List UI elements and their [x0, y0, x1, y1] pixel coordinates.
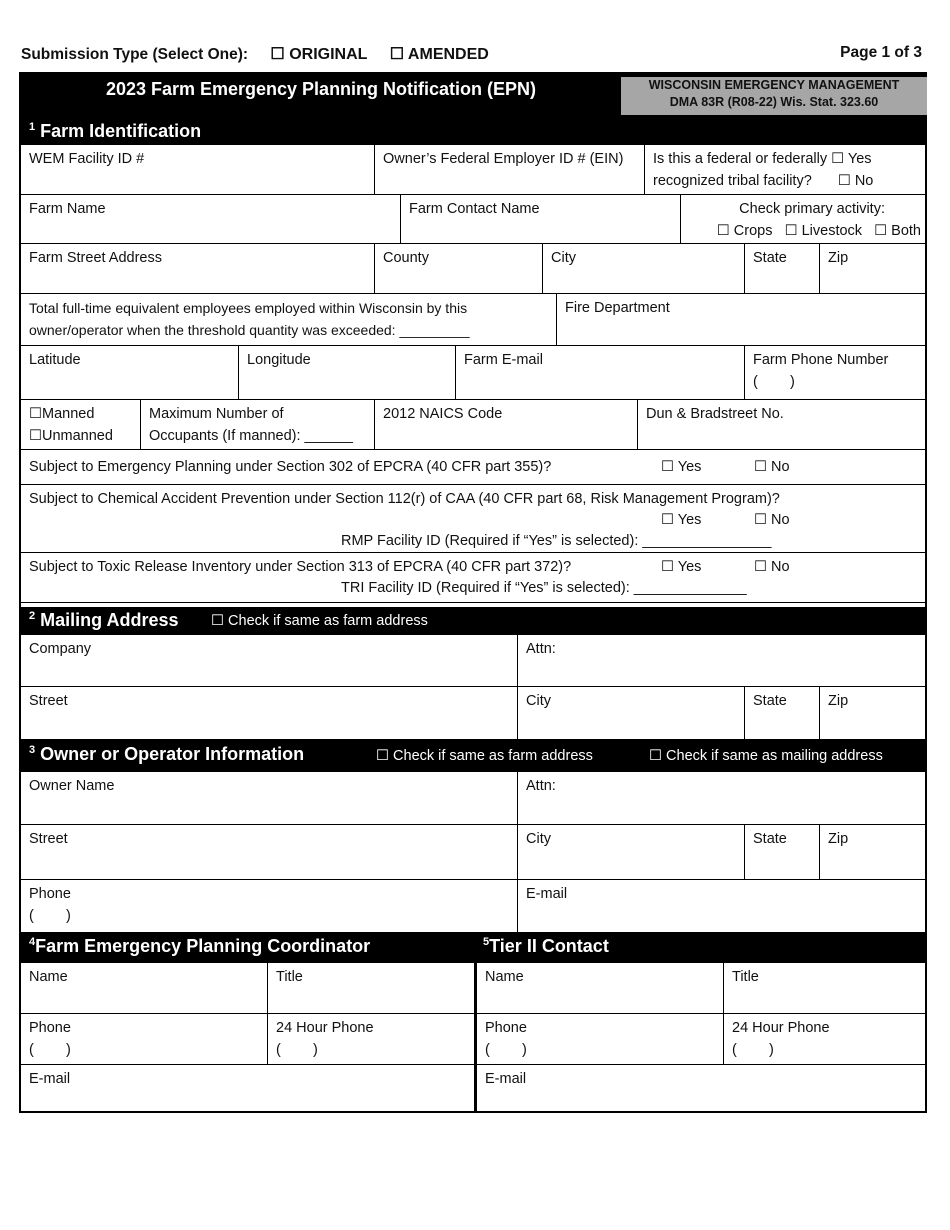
- section-2-title: Mailing Address: [40, 610, 179, 630]
- farm-name-field[interactable]: [21, 195, 401, 244]
- section-3-header: [21, 739, 925, 772]
- agency-box: [621, 77, 927, 115]
- fte-line-2: owner/operator when the threshold quantity was exceeded: _________: [29, 322, 470, 338]
- field-label: Owner Name: [29, 778, 115, 794]
- section-3-number: 3: [29, 744, 36, 756]
- field-label: Farm E-mail: [464, 352, 543, 368]
- page-number: Page 1 of 3: [840, 44, 922, 61]
- agency-name: WISCONSIN EMERGENCY MANAGEMENT: [648, 78, 900, 92]
- unmanned-checkbox[interactable]: ☐Unmanned: [29, 428, 113, 444]
- field-label: Company: [29, 641, 92, 657]
- field-label: 24 Hour Phone: [276, 1020, 374, 1036]
- epcra-302-question: Subject to Emergency Planning under Section 302 of EPCRA (40 CFR part 355)?: [29, 459, 552, 475]
- max-occupants-field[interactable]: [141, 400, 375, 450]
- tier2-email-field[interactable]: [477, 1065, 927, 1113]
- owner-attn-field[interactable]: [518, 772, 927, 825]
- field-label: City: [551, 250, 576, 266]
- submission-type-bar: [21, 44, 922, 66]
- owner-same-as-farm-checkbox[interactable]: ☐ Check if same as farm address: [376, 748, 593, 764]
- manned-checkbox[interactable]: ☐Manned: [29, 406, 95, 422]
- owner-phone-field[interactable]: [21, 880, 518, 932]
- primary-activity: [681, 195, 927, 244]
- field-label: Farm Phone Number: [753, 352, 889, 368]
- phone-area-code: ( ): [753, 374, 795, 390]
- section-1-number: 1: [29, 121, 36, 133]
- field-label: Farm Street Address: [29, 250, 162, 266]
- field-label: County: [383, 250, 429, 266]
- fte-line-1: Total full-time equivalent employees employed within Wisconsin by this: [29, 300, 468, 316]
- max-occupants-line-1: Maximum Number of: [149, 406, 284, 422]
- field-label: Owner’s Federal Employer ID # (EIN): [383, 151, 624, 167]
- field-label: Phone: [29, 1020, 71, 1036]
- epcra-302-row: [21, 450, 925, 485]
- section-2-number: 2: [29, 610, 36, 622]
- tribal-question-line1: Is this a federal or federally: [653, 151, 828, 167]
- farm-contact-field[interactable]: [401, 195, 681, 244]
- ein-field[interactable]: [375, 145, 645, 195]
- tier2-title-field[interactable]: [724, 963, 927, 1014]
- original-checkbox[interactable]: ☐ ORIGINAL: [270, 46, 368, 63]
- coordinator-24hr-phone-field[interactable]: [268, 1014, 474, 1065]
- latitude-field[interactable]: [21, 346, 239, 400]
- field-label: E-mail: [29, 1071, 71, 1087]
- primary-activity-options[interactable]: ☐ Crops ☐ Livestock ☐ Both: [716, 223, 921, 239]
- section-5-number: 5: [483, 936, 490, 948]
- field-label: E-mail: [485, 1071, 527, 1087]
- caa-112r-yes-checkbox[interactable]: ☐ Yes: [661, 512, 702, 528]
- caa-112r-question: Subject to Chemical Accident Prevention under Section 112(r) of CAA (40 CFR part 68, Risk Management Program)?: [29, 491, 780, 507]
- mailing-attn-field[interactable]: [518, 635, 927, 687]
- section-1-title: Farm Identification: [40, 121, 202, 141]
- amended-checkbox[interactable]: ☐ AMENDED: [389, 46, 489, 63]
- caa-112r-row: [21, 485, 925, 553]
- fire-department-field[interactable]: [557, 294, 927, 346]
- section-2-header: [21, 607, 925, 635]
- field-label: Longitude: [247, 352, 311, 368]
- section-4-number: 4: [29, 936, 36, 948]
- field-label: Street: [29, 831, 68, 847]
- tribal-question-line2: recognized tribal facility?: [653, 173, 812, 189]
- tribal-no-checkbox[interactable]: ☐ No: [837, 173, 874, 189]
- owner-email-field[interactable]: [518, 880, 927, 932]
- state-field[interactable]: [745, 244, 820, 294]
- longitude-field[interactable]: [239, 346, 456, 400]
- wem-facility-id-field[interactable]: [21, 145, 375, 195]
- mailing-zip-field[interactable]: [820, 687, 927, 739]
- field-label: Phone: [29, 886, 71, 902]
- phone-area-code: ( ): [732, 1042, 774, 1058]
- tri-facility-id-field[interactable]: TRI Facility ID (Required if “Yes” is selected): ______________: [341, 580, 747, 596]
- section-5-title: Tier II Contact: [489, 936, 609, 956]
- field-label: City: [526, 831, 551, 847]
- field-label: Farm Contact Name: [409, 201, 540, 217]
- field-label: Dun & Bradstreet No.: [646, 406, 784, 422]
- field-label: Attn:: [526, 778, 556, 794]
- form-header: [21, 74, 925, 118]
- coordinator-name-field[interactable]: [21, 963, 268, 1014]
- tri-313-yes-checkbox[interactable]: ☐ Yes: [661, 559, 702, 575]
- submission-type: [21, 44, 489, 64]
- mailing-same-as-farm-checkbox[interactable]: ☐ Check if same as farm address: [211, 613, 428, 629]
- form-code: DMA 83R (R08-22) Wis. Stat. 323.60: [669, 95, 879, 109]
- form-title: 2023 Farm Emergency Planning Notification (EPN): [105, 79, 537, 99]
- phone-area-code: ( ): [276, 1042, 318, 1058]
- primary-activity-label: Check primary activity:: [739, 201, 885, 217]
- mailing-state-field[interactable]: [745, 687, 820, 739]
- phone-area-code: ( ): [29, 1042, 71, 1058]
- naics-field[interactable]: [375, 400, 638, 450]
- company-field[interactable]: [21, 635, 518, 687]
- field-label: Title: [732, 969, 759, 985]
- field-label: State: [753, 831, 787, 847]
- phone-area-code: ( ): [29, 908, 71, 924]
- field-label: State: [753, 693, 787, 709]
- owner-zip-field[interactable]: [820, 825, 927, 880]
- field-label: Farm Name: [29, 201, 106, 217]
- epn-form: [19, 72, 927, 1113]
- farm-phone-field[interactable]: [745, 346, 927, 400]
- field-label: 24 Hour Phone: [732, 1020, 830, 1036]
- zip-field[interactable]: [820, 244, 927, 294]
- tier2-24hr-phone-field[interactable]: [724, 1014, 927, 1065]
- manned-status: [21, 400, 141, 450]
- field-label: State: [753, 250, 787, 266]
- phone-area-code: ( ): [485, 1042, 527, 1058]
- rmp-facility-id-field[interactable]: RMP Facility ID (Required if “Yes” is selected): ________________: [341, 533, 772, 549]
- owner-street-field[interactable]: [21, 825, 518, 880]
- fte-field[interactable]: [21, 294, 557, 346]
- tri-313-row: [21, 553, 925, 603]
- farm-street-field[interactable]: [21, 244, 375, 294]
- submission-label: Submission Type (Select One):: [21, 46, 249, 63]
- field-label: E-mail: [526, 886, 568, 902]
- duns-field[interactable]: [638, 400, 927, 450]
- field-label: Zip: [828, 693, 849, 709]
- epcra-302-yes-checkbox[interactable]: ☐ Yes: [661, 459, 702, 475]
- epcra-302-no-checkbox[interactable]: ☐ No: [754, 459, 790, 475]
- tier2-name-field[interactable]: [477, 963, 724, 1014]
- field-label: Attn:: [526, 641, 556, 657]
- caa-112r-no-checkbox[interactable]: ☐ No: [754, 512, 790, 528]
- field-label: Name: [29, 969, 68, 985]
- section-4-title: Farm Emergency Planning Coordinator: [35, 936, 371, 956]
- owner-same-as-mailing-checkbox[interactable]: ☐ Check if same as mailing address: [649, 748, 883, 764]
- field-label: Zip: [828, 250, 849, 266]
- field-label: Title: [276, 969, 303, 985]
- county-field[interactable]: [375, 244, 543, 294]
- max-occupants-line-2: Occupants (If manned): ______: [149, 428, 353, 444]
- farm-email-field[interactable]: [456, 346, 745, 400]
- section-1-header: [21, 118, 925, 145]
- tribal-facility-question: [645, 145, 927, 195]
- tri-313-question: Subject to Toxic Release Inventory under Section 313 of EPCRA (40 CFR part 372)?: [29, 559, 572, 575]
- field-label: Phone: [485, 1020, 527, 1036]
- field-label: Name: [485, 969, 524, 985]
- owner-state-field[interactable]: [745, 825, 820, 880]
- field-label: WEM Facility ID #: [29, 151, 145, 167]
- field-label: City: [526, 693, 551, 709]
- mailing-street-field[interactable]: [21, 687, 518, 739]
- tri-313-no-checkbox[interactable]: ☐ No: [754, 559, 790, 575]
- coordinator-email-field[interactable]: [21, 1065, 474, 1113]
- field-label: Zip: [828, 831, 849, 847]
- owner-city-field[interactable]: [518, 825, 745, 880]
- coordinator-phone-field[interactable]: [21, 1014, 268, 1065]
- mailing-city-field[interactable]: [518, 687, 745, 739]
- section-4-5-header: [21, 932, 925, 963]
- owner-name-field[interactable]: [21, 772, 518, 825]
- section-3-title: Owner or Operator Information: [40, 744, 305, 764]
- field-label: Street: [29, 693, 68, 709]
- field-label: Latitude: [29, 352, 81, 368]
- field-label: 2012 NAICS Code: [383, 406, 503, 422]
- city-field[interactable]: [543, 244, 745, 294]
- tribal-yes-checkbox[interactable]: ☐ Yes: [831, 151, 872, 167]
- coordinator-title-field[interactable]: [268, 963, 474, 1014]
- tier2-phone-field[interactable]: [477, 1014, 724, 1065]
- field-label: Fire Department: [565, 300, 670, 316]
